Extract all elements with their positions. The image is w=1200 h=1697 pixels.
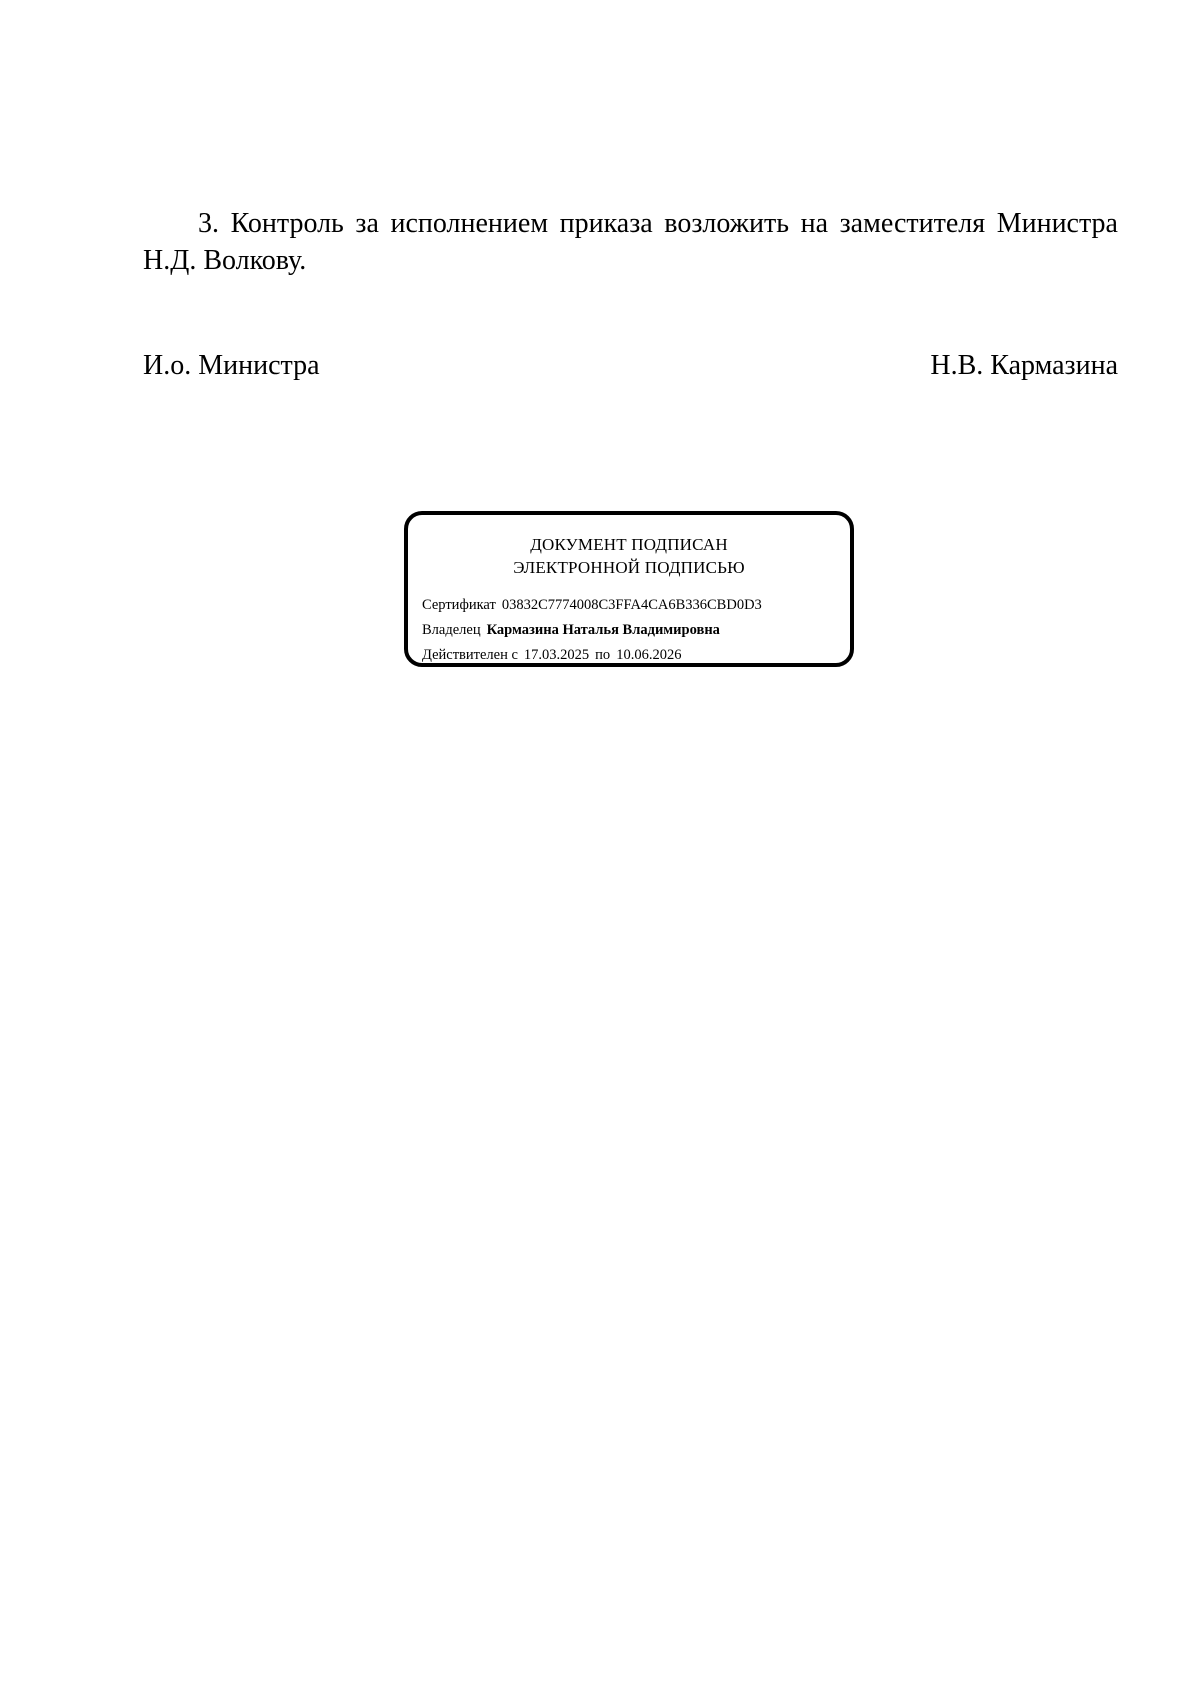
valid-to-date: 10.06.2026: [616, 647, 682, 663]
certificate-label: Сертификат: [422, 597, 496, 613]
valid-to-label: по: [595, 647, 611, 663]
owner-label: Владелец: [422, 622, 481, 638]
signature-block: [143, 347, 1118, 387]
valid-from-label: Действителен с: [422, 647, 518, 663]
signatory-position: И.о. Министра: [143, 350, 320, 381]
stamp-title-line-1: ДОКУМЕНТ ПОДПИСАН: [530, 535, 728, 554]
paragraph-item-3: 3. Контроль за исполнением приказа возложить на заместителя Министра Н.Д. Волкову.: [143, 208, 1118, 276]
electronic-signature-stamp: [404, 511, 854, 667]
valid-from-date: 17.03.2025: [523, 647, 590, 663]
stamp-title-line-2: ЭЛЕКТРОННОЙ ПОДПИСЬЮ: [513, 558, 745, 577]
owner-value: Кармазина Наталья Владимировна: [486, 622, 720, 638]
stamp-validity-line: [422, 645, 681, 665]
stamp-title: [408, 533, 850, 579]
stamp-certificate-line: [422, 595, 762, 615]
certificate-value: 03832C7774008C3FFA4CA6B336CBD0D3: [501, 597, 762, 613]
signatory-name: Н.В. Кармазина: [930, 350, 1118, 381]
stamp-owner-line: [422, 620, 720, 640]
